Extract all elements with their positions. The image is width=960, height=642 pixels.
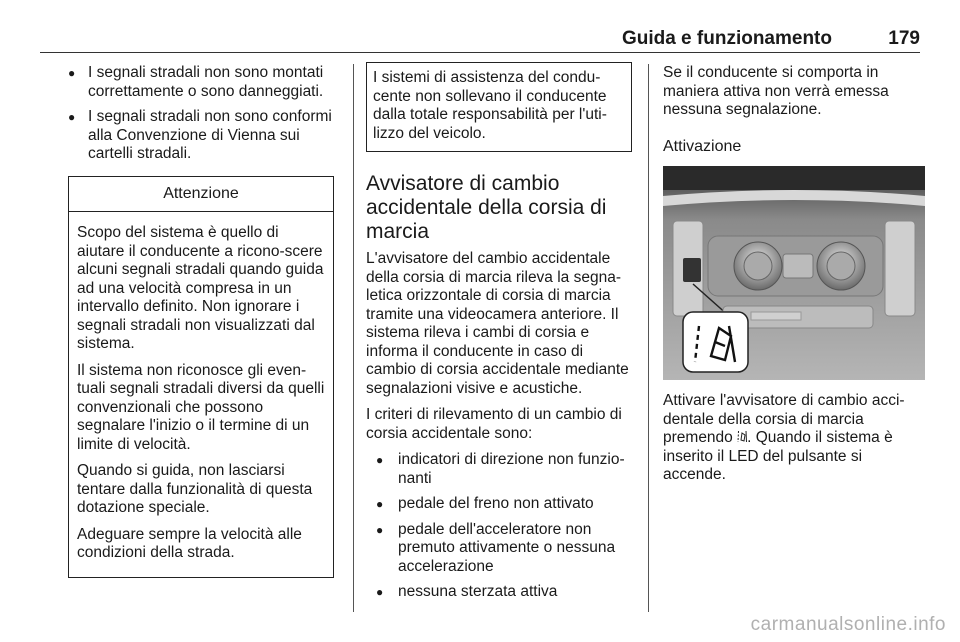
subheading: Attivazione	[663, 137, 742, 155]
column-divider	[353, 64, 354, 612]
list-item: ● I segnali stradali non sono conformi alla Convenzione di Vienna sui cartelli stradali.	[68, 108, 336, 164]
paragraph	[663, 392, 925, 485]
paragraph: L'avvisatore del cambio accidentale della corsia di marcia rileva la segna-letica orizzontale di corsia di marcia tramite una videocamera anteriore. Il sistema rileva i cambi di corsia e informa il conducente in caso di cambio di corsia accidentale mediante segnalazioni visive e acustiche.	[366, 250, 629, 397]
lane-button	[683, 258, 701, 282]
criteria-list	[366, 451, 632, 602]
list-item: ● pedale del freno non attivato	[366, 495, 632, 514]
page-header	[40, 22, 920, 53]
list-item: ● I segnali stradali non sono montati correttamente o sono danneggiati.	[68, 64, 336, 101]
warning-paragraph: Quando si guida, non lasciarsi tentare dalla funzionalità di questa dotazione speciale.	[77, 462, 313, 516]
section-heading: Avvisatore di cambio accidentale della corsia di marcia	[366, 172, 607, 243]
column-middle	[366, 64, 632, 609]
info-box-text: I sistemi di assistenza del condu-cente non sollevano il conducente dalla totale responsabilità per l'uti-lizzo del veicolo.	[373, 69, 607, 142]
paragraph-text: . Quando il sistema è inserito il LED del pulsante si accende.	[663, 429, 893, 483]
lane-departure-icon	[737, 430, 747, 443]
watermark: carmanualsonline.info	[750, 614, 946, 635]
dashboard-illustration	[663, 166, 925, 380]
warning-title: Attenzione	[69, 177, 333, 213]
column-right	[663, 64, 925, 493]
warning-paragraph: Scopo del sistema è quello di aiutare il conducente a ricono-scere alcuni segnali stradali quando guida ad una velocità compresa in un intervallo definito. Non ignorare i segnali stradali non visualizzati dal sistema.	[77, 224, 324, 352]
bullet-list	[68, 64, 336, 164]
list-item: ● pedale dell'acceleratore non premuto attivamente o nessuna accelerazione	[366, 521, 632, 577]
page-number: 179	[888, 28, 920, 49]
paragraph: Se il conducente si comporta in maniera attiva non verrà emessa nessuna segnalazione.	[663, 64, 889, 118]
warning-paragraph: Il sistema non riconosce gli even-tuali segnali stradali diversi da quelli convenzionali che possono segnalare l'inizio o il termine di un limite di velocità.	[77, 361, 325, 453]
dashboard-photo	[663, 166, 925, 380]
list-item: ● indicatori di direzione non funzio-nanti	[366, 451, 632, 488]
section-title: Guida e funzionamento	[621, 28, 832, 49]
paragraph: I criteri di rilevamento di un cambio di corsia accidentale sono:	[366, 406, 622, 442]
info-box	[366, 62, 632, 152]
warning-body	[69, 212, 333, 577]
column-divider	[648, 64, 649, 612]
warning-paragraph: Adeguare sempre la velocità alle condizioni della strada.	[77, 525, 302, 561]
paragraph-text: Attivare l'avvisatore di cambio acci-dentale della corsia di marcia premendo	[663, 392, 905, 446]
column-left	[68, 64, 336, 578]
warning-box	[68, 176, 334, 578]
list-item: ● nessuna sterzata attiva	[366, 583, 632, 602]
